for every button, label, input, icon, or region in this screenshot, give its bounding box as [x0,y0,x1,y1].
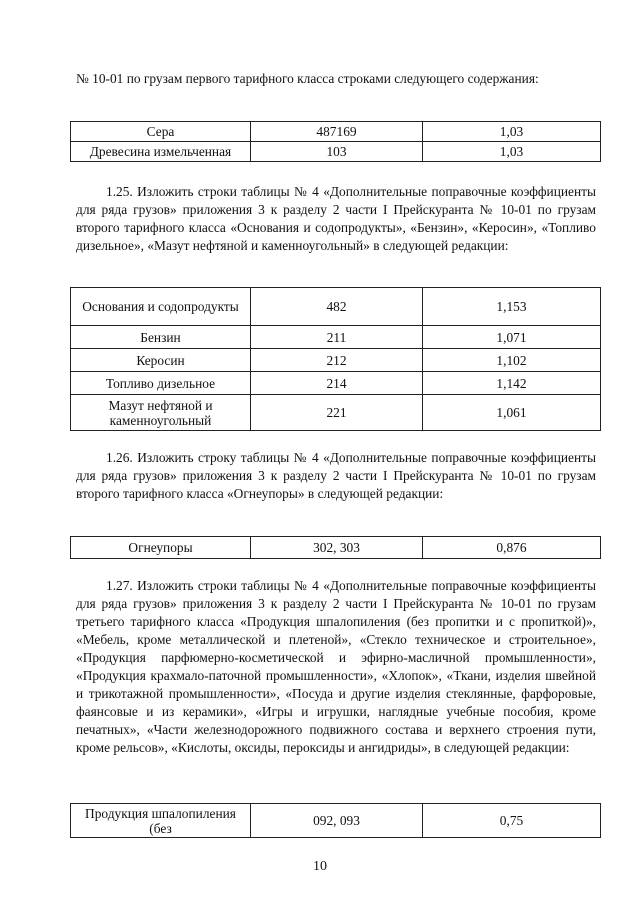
table-sleepers [70,803,601,838]
coefficient-cell: 1,03 [423,122,601,142]
table-row [71,288,601,326]
table-row [71,349,601,372]
table-row [71,372,601,395]
table-refractories [70,536,601,559]
cargo-code-cell: 214 [251,372,423,395]
intro-paragraph: № 10-01 по грузам первого тарифного класса строками следующего содержания: [76,71,539,86]
table-row [71,122,601,142]
coefficient-cell: 1,142 [423,372,601,395]
coefficient-cell: 1,03 [423,142,601,162]
cargo-code-cell: 482 [251,288,423,326]
coefficient-cell: 1,061 [423,395,601,431]
coefficient-cell: 0,75 [423,804,601,838]
cargo-name-cell: Бензин [71,326,251,349]
cargo-code-cell: 212 [251,349,423,372]
cargo-name-cell: Древесина измельченная [71,142,251,162]
section-1-26-paragraph: 1.26. Изложить строку таблицы № 4 «Дополнительные поправочные коэффициенты для ряда грузов» приложения 3 к разделу 2 части I Прейскуранта № 10-01 по грузам второго тарифного класса «Огнеупоры» в следующей редакции: [76,450,596,501]
cargo-code-cell: 302, 303 [251,537,423,559]
coefficient-cell: 1,153 [423,288,601,326]
cargo-code-cell: 487169 [251,122,423,142]
table-row [71,537,601,559]
section-1-27-paragraph: 1.27. Изложить строки таблицы № 4 «Дополнительные поправочные коэффициенты для ряда грузов» приложения 3 к разделу 2 части I Прейскуранта № 10-01 по грузам третьего тарифного класса «Продукция шпалопиления (без пропитки и с пропиткой)», «Мебель, кроме металлической и плетеной», «Стекло техническое и строительное», «Продукция парфюмерно-косметической и эфирно-масличной промышленности», «Продукция крахмало-паточной промышленности», «Хлопок», «Ткани, изделия швейной и трикотажной промышленности», «Посуда и другие изделия стеклянные, фарфоровые, фаянсовые и из керамики», «Игры и игрушки, наглядные учебные пособия, кроме печатных», «Части железнодорожного подвижного состава и верхнего строения пути, кроме рельсов», «Кислоты, оксиды, пероксиды и ангидриды», в следующей редакции: [76,578,596,755]
cargo-name-cell: Продукция шпалопиления (без [71,804,251,838]
coefficient-cell: 1,071 [423,326,601,349]
cargo-name-cell: Керосин [71,349,251,372]
section-1-25-paragraph: 1.25. Изложить строки таблицы № 4 «Дополнительные поправочные коэффициенты для ряда грузов» приложения 3 к разделу 2 части I Прейскуранта № 10-01 по грузам второго тарифного класса «Основания и содопродукты», «Бензин», «Керосин», «Топливо дизельное», «Мазут нефтяной и каменноугольный» в следующей редакции: [76,184,596,253]
table-row [71,326,601,349]
table-fuels [70,287,601,431]
cargo-name-cell: Сера [71,122,251,142]
cargo-code-cell: 221 [251,395,423,431]
cargo-name-cell: Огнеупоры [71,537,251,559]
coefficient-cell: 1,102 [423,349,601,372]
table-row [71,142,601,162]
cargo-code-cell: 211 [251,326,423,349]
cargo-code-cell: 092, 093 [251,804,423,838]
cargo-name-cell: Мазут нефтяной и каменноугольный [71,395,251,431]
page-number: 10 [313,859,327,874]
cargo-name-cell: Топливо дизельное [71,372,251,395]
table-row [71,395,601,431]
coefficient-cell: 0,876 [423,537,601,559]
cargo-code-cell: 103 [251,142,423,162]
cargo-name-cell: Основания и содопродукты [71,288,251,326]
table-sulfur-wood [70,121,601,162]
table-row [71,804,601,838]
